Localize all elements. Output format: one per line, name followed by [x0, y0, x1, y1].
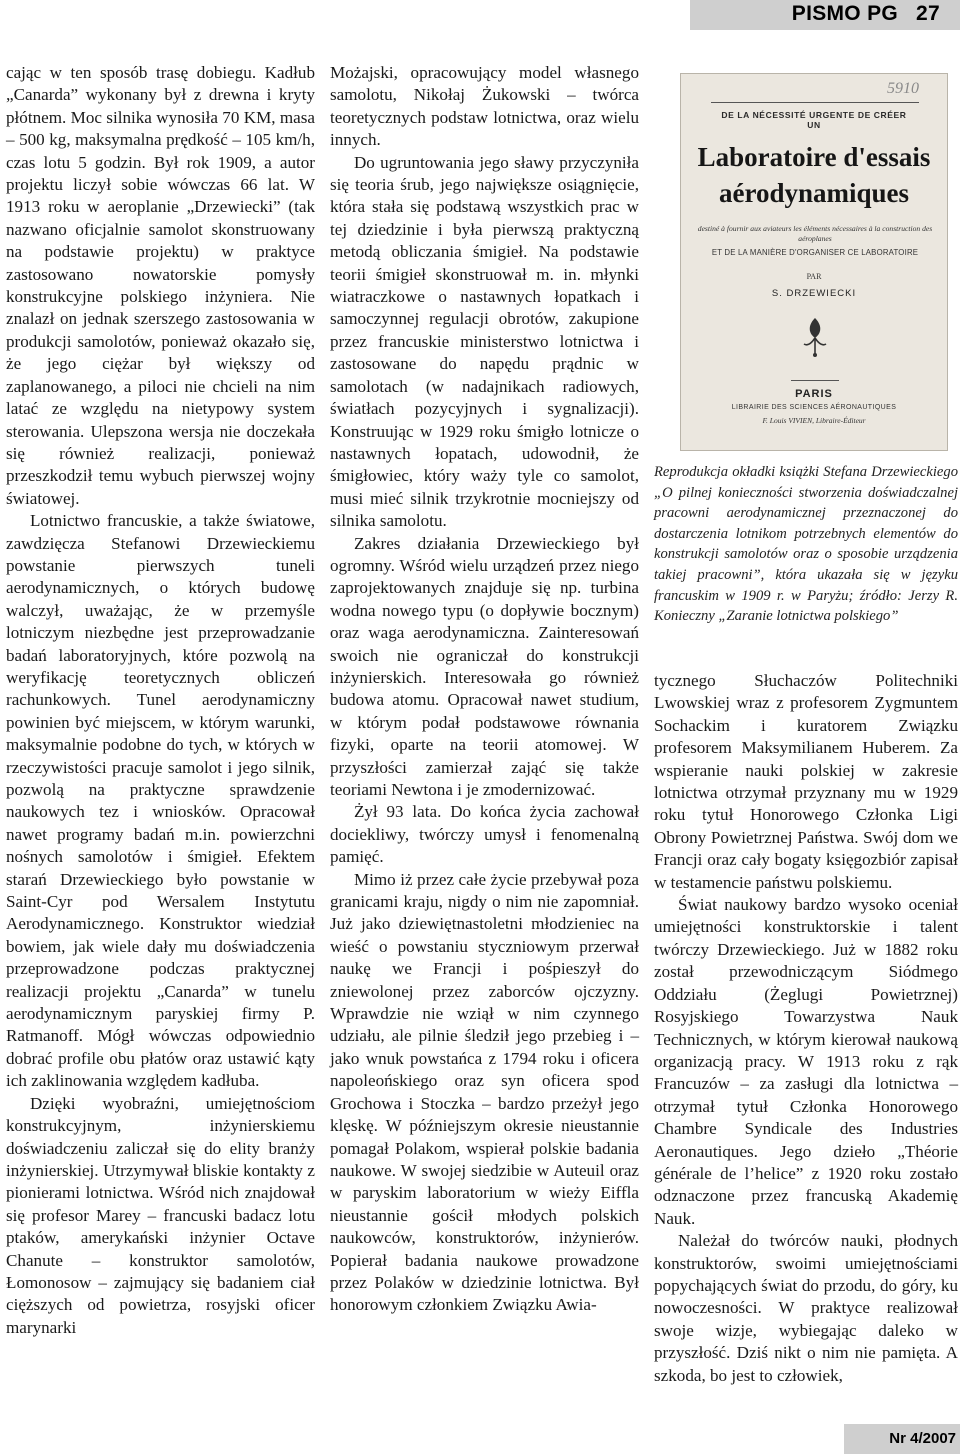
fleuron-ornament-icon [801, 314, 829, 358]
paragraph: Świat naukowy bardzo wysoko oceniał umiejętności konstruktorskie i talent twórczy Drzewieckiego. Już w 1882 roku został przewodniczącym Siódmego Oddziału (Żeglugi Powietrznej) Rosyjskiego Towarzystwa Nauk Technicznych, w którym kierował naukową organizacją pracy. W 1913 roku z rąk Francuzów – za zasługi dla lotnictwa – otrzymał tytuł Członka Honorowego Chambre Syndicale des Industries Aeronautiques. Jego dzieło „Théorie générale de l’helice” z 1920 roku zostało odznaczone przez francuską Akademię Nauk. [654, 895, 958, 1228]
paragraph: tycznego Słuchaczów Politechniki Lwowskiej wraz z profesorem Zygmuntem Sochackim i kuratorem Związku profesorem Maksymilianem Huberem. Za wspieranie nauki polskiej w zakresie lotnictwa otrzymał przyznany mu w 1929 roku tytuł Honorowego Członka Ligi Obrony Powietrznej Państwa. Swój dom we Francji oraz cały bogaty księgozbiór zapisał w testamencie państwu polskiemu. [654, 671, 958, 892]
cover-title-line1: Laboratoire d'essais [697, 142, 931, 172]
journal-name: PISMO PG [791, 2, 899, 25]
cover-subtitle: destiné à fournir aux aviateurs les éléments nécessaires à la construction des aéroplanes [697, 224, 933, 243]
cover-title-line2: aérodynamiques [718, 178, 910, 208]
page-number: 27 [916, 2, 940, 25]
paragraph: Możajski, opracowujący model własnego samolotu, Nikołaj Żukowski – twórca teoretycznych podstaw lotnictwa, oraz wielu innych. [330, 63, 639, 150]
paragraph: Mimo iż przez całe życie przebywał poza granicami kraju, nigdy o nim nie zapomniał. Już jako dziewiętnastoletni młodzieniec na wieść o powstaniu styczniowym przerwał naukę we Francji i pośpieszył do zniewolonej przez zaborców ojczyzny. Wprawdzie nie wziął w nim czynnego udziału, ale pilnie śledził jego przebieg i – jako wnuk powstańca z 1794 roku i oficera napoleońskiego oraz syn oficera spod Grochowa i Stoczka – bardzo przeżył jego klęskę. W późniejszym okresie nieustannie pomagał Polakom, wspierał polskie badania naukowe. W swojej siedzibie w Auteuil oraz w paryskim laboratorium w wieży Eiffla nieustannie gościł młodych polskich naukowców, konstruktorów, inżynierów. Popierał badania naukowe prowadzone przez Polaków w dziedzinie lotnictwa. Był honorowym członkiem Związku Awia- [330, 869, 639, 1315]
book-cover-image [680, 73, 948, 451]
paragraph: Dzięki wyobraźni, umiejętnościom konstrukcyjnym, inżynierskiemu doświadczeniu zaliczał się do elity branży inżynierskiej. Utrzymywał bliskie kontakty z pionierami lotnictwa. Wśród nich znajdował się profesor Marey – francuski badacz lotu ptaków, amerykański inżynier Octave Chanute – konstruktor samolotów, Łomonosow – zajmujący się badaniem ciał cięższych od powietrza, rosyjski oficer marynarki [6, 1093, 315, 1337]
text-column-1 [6, 62, 315, 1339]
page-footer [844, 1424, 960, 1454]
paragraph: Lotnictwo francuskie, a także światowe, zawdzięcza Stefanowi Drzewieckiemu powstanie pierwszych tuneli aerodynamicznych, o których budowę walczył, uważając, że w przemyśle lotniczym niezbędne jest przeprowadzanie badań laboratoryjnych, które pozwolą na weryfikację teoretycznych obliczeń rachunkowych. Tunel aerodynamiczny powinien być miejscem, w którym warunki, maksymalnie podobne do tych, w których w rzeczywistości pracuje samolot i jego silnik, pozwolą na praktyczne sprawdzenie naukowych tez i wniosków. Opracował nawet programy badań m.in. powierzchni nośnych samolotów i śmigieł. Efektem starań Drzewieckiego było powstanie w Saint-Cyr pod Wersalem Instytutu Aerodynamicznego. Konstruktor wiedział bowiem, jak wiele dały mu doświadczenia przeprowadzone podczas praktycznej realizacji projektu „Canarda” w tunelu aerodynamicznym paryskiej firmy P. Ratmanoff. Mógł wówczas odpowiednio dobrać profile obu płatów oraz ustawić kąty ich zaklinowania względem kadłuba. [6, 511, 315, 1091]
header-text [792, 2, 940, 26]
cover-top-line: DE LA NÉCESSITÉ URGENTE DE CRÉER UN [721, 110, 907, 130]
image-caption: Reprodukcja okładki książki Stefana Drzewieckiego „O pilnej konieczności stworzenia doświadczalnej pracowni aerodynamicznej przeznaczonej do dostarczenia lotnikom potrzebnych elementów do konstrukcji samolotów oraz o sposobie urządzenia takiej pracowni”, która ukazała się w języku francuskim w 1909 r. w Paryżu; źródło: Jerzy R. Konieczny „Zaranie lotnictwa polskiego” [654, 464, 958, 625]
paragraph: Do ugruntowania jego sławy przyczyniła się teoria śrub, jego największe osiągnięcie, która stała się podstawą wszystkich prac w tej dziedzinie i była pierwszą praktyczną metodą obliczania śmigieł. Na podstawie teorii śmigieł skonstruował m. in. młynki wiatraczkowe o nastawnych łopatkach i samoczynnej regulacji obrotów, zakupione przez francuskie ministerstwo lotnictwa i zastosowane do napędu prądnic w samolotach (w nadajnikach radiowych, światłach pozycyjnych i sygnalizacji). Konstruując w 1929 roku śmigło lotnicze o nastawnych łopatach, udowodnił, że śmigłowiec, który waży tyle co samolot, musi mieć silnik trzykrotnie mocniejszy od silnika samolotu. [330, 152, 639, 531]
cover-city: PARIS [795, 388, 833, 400]
cover-subtitle-2: ET DE LA MANIÈRE D'ORGANISER CE LABORATOIRE [711, 248, 919, 257]
paragraph: Należał do twórców nauki, płodnych konstruktorów, swoimi umiejętnościami popychających świat do przodu, do góry, ku nowoczesności. W praktyce realizował swoje wizje, wybiegając daleko w przyszłość. Dziś nikt o nim nie pamięta. A szkoda, bo jest to człowiek, [654, 1231, 958, 1385]
cover-publisher-2: F. Louis VIVIEN, Libraire-Éditeur [762, 416, 866, 425]
text-column-2 [330, 62, 639, 1317]
cover-publisher: LIBRAIRIE DES SCIENCES AÉRONAUTIQUES [731, 404, 897, 411]
cover-author: S. DRZEWIECKI [771, 288, 857, 299]
paragraph: Żył 93 lata. Do końca życia zachował dociekliwy, twórczy umysł i fenomenalną pamięć. [330, 802, 639, 867]
paragraph: Zakres działania Drzewieckiego był ogromny. Wśród wielu urządzeń przez niego zaprojektowanych znajduje się np. turbina wodna nowego typu (o dopływie bocznym) oraz waga aerodynamiczna. Zainteresowań swoich nie ograniczał do konstrukcji inżynierskich. Interesowała go również budowa atomu. Opracował nawet studium, w którym podał podstawowe równania fizyki, oparte na teorii atomowej. W przyszłości zamierzał zająć się także teoriami Newtona i je zmodernizować. [330, 533, 639, 799]
page-header [690, 0, 960, 30]
cover-by: PAR [806, 272, 822, 281]
issue-number: Nr 4/2007 [889, 1430, 956, 1447]
handwritten-mark: 5910 [887, 80, 919, 97]
paragraph: cając w ten sposób trasę dobiegu. Kadłub „Canarda” wykonany był z drewna i kryty płótnem. Moc silnika wynosiła 70 KM, masa – 500 kg, maksymalna prędkość – 105 km/h, czas lotu 5 godzin. Był rok 1909, a autor projektu liczył sobie wówczas 66 lat. W 1913 roku w aeroplanie „Drzewiecki” (tak nazwano oficjalnie samolot skonstruowany na podstawie projektu) w praktyce zastosowano nowatorskie pomysły konstrukcyjne polskiego inżyniera. Nie znalazł on jednak szerszego zastosowania w produkcji samolotów, ponieważ okazało się, że jego ciężar był większy od zaplanowanego, a piloci nie chcieli na nim latać ze względu na nietypowy system sterowania. Ulepszona wersja nie doczekała się również realizacji, ponieważ przeszkodził temu wybuch pierwszej wojny światowej. [6, 63, 315, 508]
text-column-3 [654, 670, 958, 1387]
